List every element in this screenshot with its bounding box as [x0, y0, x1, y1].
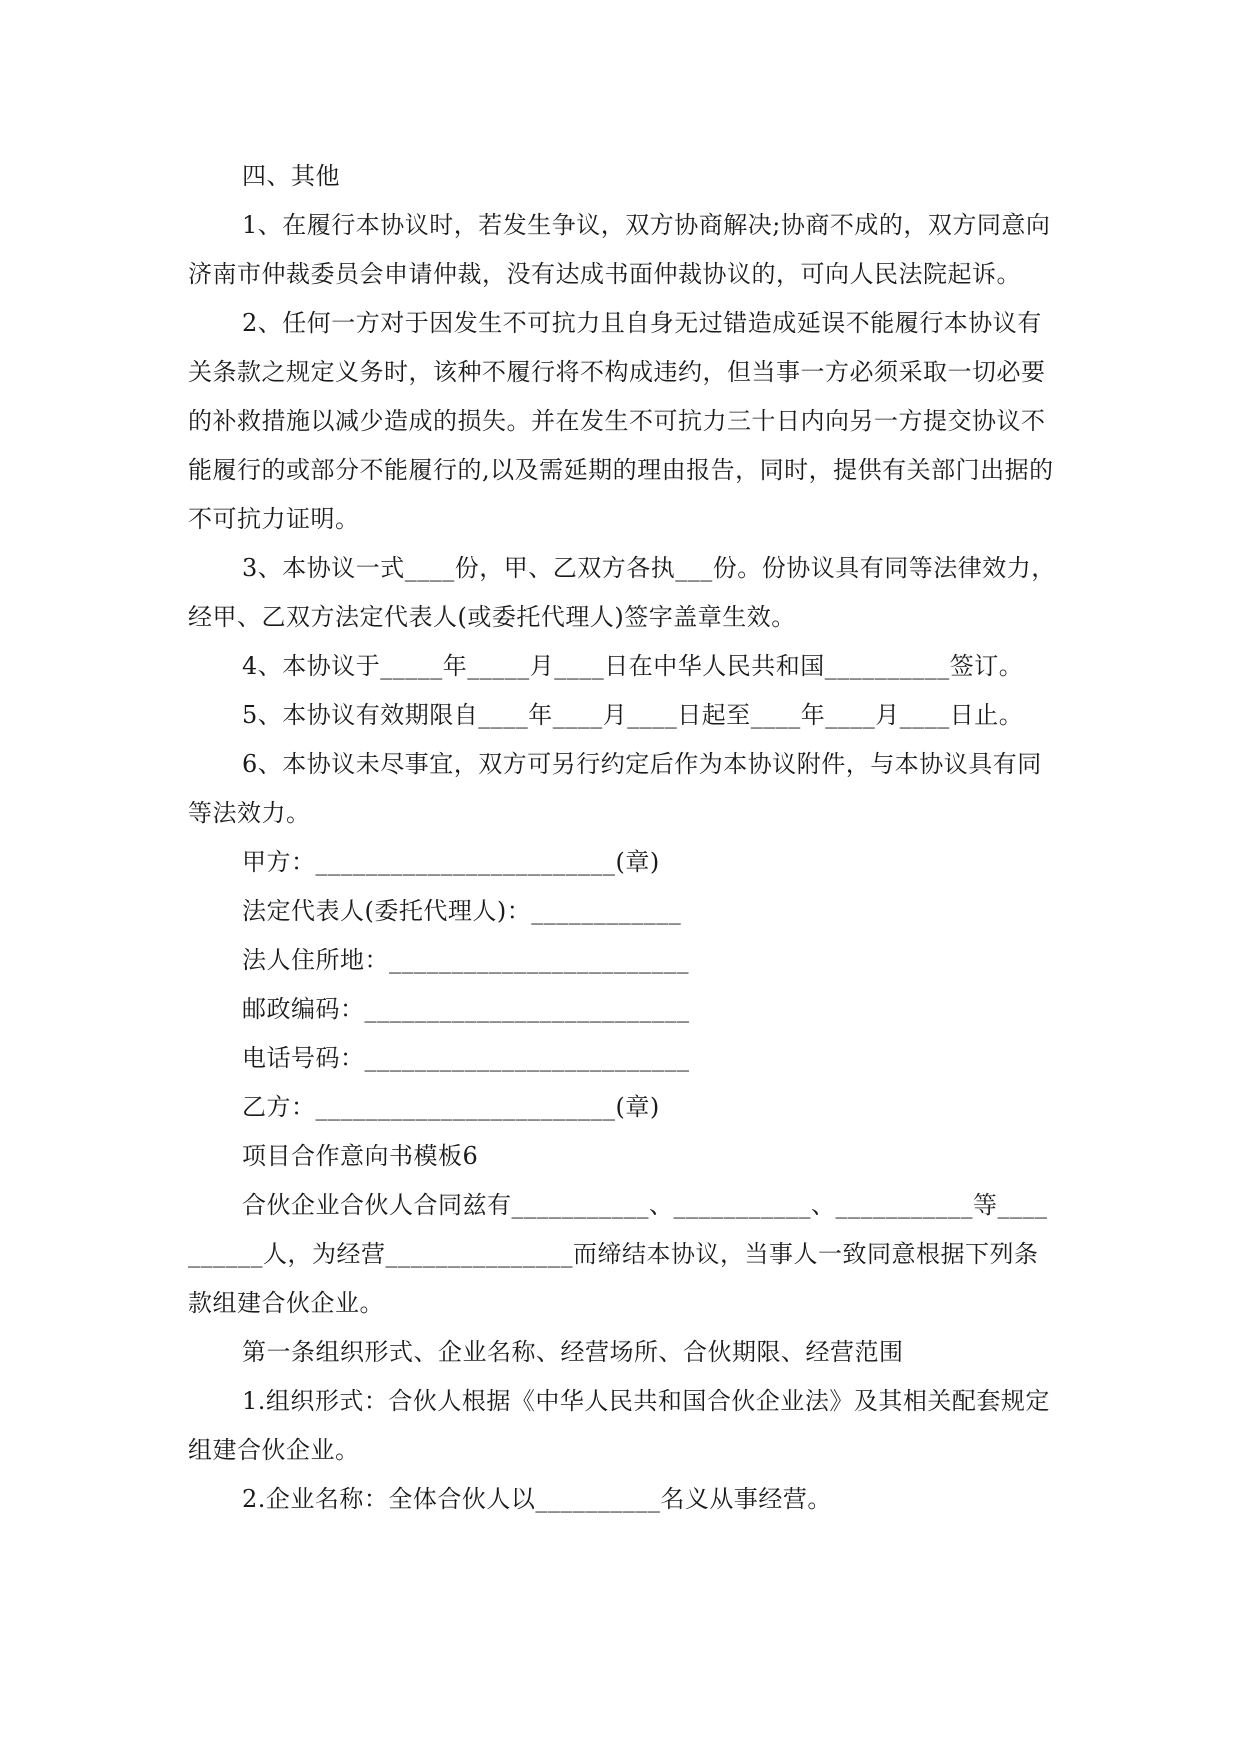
- postal-code-line: 邮政编码：__________________________: [242, 995, 690, 1023]
- article-1-heading: 第一条组织形式、企业名称、经营场所、合伙期限、经营范围: [242, 1338, 904, 1366]
- clause-4-signing-date: 4、本协议于_____年_____月____日在中华人民共和国__________签订。: [242, 652, 1024, 680]
- section-heading-other: 四、其他: [242, 162, 340, 190]
- phone-number-line: 电话号码：__________________________: [242, 1044, 690, 1072]
- party-a-line: 甲方：________________________(章): [242, 848, 660, 876]
- clause-5-validity: 5、本协议有效期限自____年____月____日起至____年____月____日止。: [242, 701, 1024, 729]
- party-b-line: 乙方：________________________(章): [242, 1093, 660, 1121]
- partnership-intro: 合伙企业合伙人合同兹有___________、___________、___________等__________人，为经营_______________而缔结本协议，当事人一致同意根据下列条款组建合伙企业。: [188, 1191, 1048, 1317]
- clause-1-dispute: 1、在履行本协议时，若发生争议，双方协商解决;协商不成的，双方同意向济南市仲裁委员会申请仲裁，没有达成书面仲裁协议的，可向人民法院起诉。: [188, 211, 1051, 288]
- legal-address-line: 法人住所地：________________________: [242, 946, 689, 974]
- legal-representative-line: 法定代表人(委托代理人)：____________: [242, 897, 682, 925]
- template-title: 项目合作意向书模板6: [242, 1142, 479, 1170]
- clause-6-supplement: 6、本协议未尽事宜，双方可另行约定后作为本协议附件，与本协议具有同等法效力。: [188, 750, 1042, 827]
- document-body: [188, 152, 1058, 1524]
- clause-3-copies: 3、本协议一式____份，甲、乙双方各执___份。份协议具有同等法律效力，经甲、乙双方法定代表人(或委托代理人)签字盖章生效。: [188, 554, 1056, 631]
- article-1-item-1: 1.组织形式：合伙人根据《中华人民共和国合伙企业法》及其相关配套规定组建合伙企业。: [188, 1387, 1050, 1464]
- article-1-item-2: 2.企业名称：全体合伙人以__________名义从事经营。: [242, 1485, 832, 1513]
- clause-2-force-majeure: 2、任何一方对于因发生不可抗力且自身无过错造成延误不能履行本协议有关条款之规定义务时，该种不履行将不构成违约，但当事一方必须采取一切必要的补救措施以减少造成的损失。并在发生不可抗力三十日内向另一方提交协议不能履行的或部分不能履行的,以及需延期的理由报告，同时，提供有关部门出据的不可抗力证明。: [188, 309, 1054, 533]
